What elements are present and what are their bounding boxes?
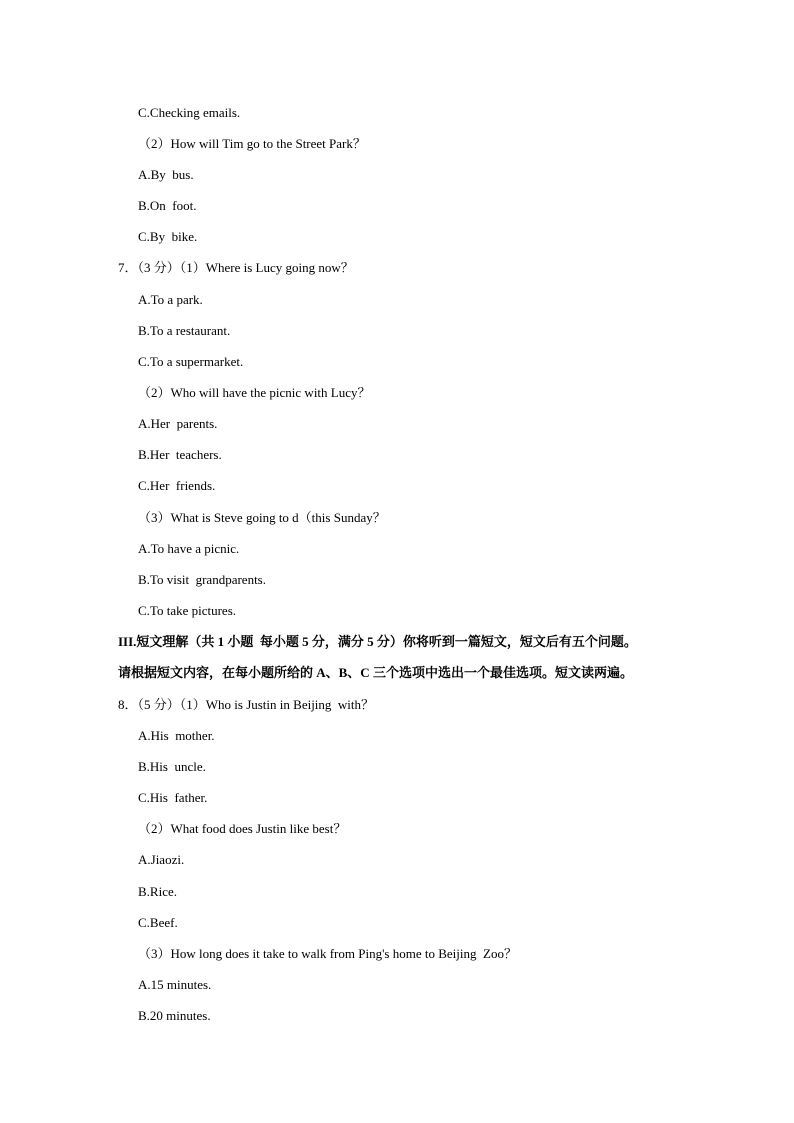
question-8-1: 8．（5 分）（1）Who is Justin in Beijing with？ [118, 697, 375, 712]
option-b-q8-2: B.Rice. [138, 884, 177, 899]
option-c-q7-1: C.To a supermarket. [138, 354, 244, 369]
option-c-q6-2: C.By bike. [138, 229, 198, 244]
option-a-q8-3: A.15 minutes. [138, 977, 212, 992]
option-c-q7-2: C.Her friends. [138, 478, 216, 493]
option-c-q8-2: C.Beef. [138, 915, 178, 930]
section-iii-instructions: 请根据短文内容，在每小题所给的 A、B、C 三个选项中选出一个最佳选项。短文读两遍。 [118, 665, 633, 680]
section-iii-heading: III.短文理解（共 1 小题 每小题 5 分，满分 5 分）你将听到一篇短文，短文后有五个问题。 [118, 634, 637, 649]
option-b-q7-2: B.Her teachers. [138, 447, 222, 462]
option-c-q7-3: C.To take pictures. [138, 603, 237, 618]
question-7-1: 7．（3 分）（1）Where is Lucy going now？ [118, 260, 354, 275]
option-a-q7-3: A.To have a picnic. [138, 541, 240, 556]
question-7-2: （2）Who will have the picnic with Lucy？ [138, 385, 371, 400]
question-8-2: （2）What food does Justin like best？ [138, 821, 347, 836]
option-b-q7-1: B.To a restaurant. [138, 323, 231, 338]
option-b-q8-1: B.His uncle. [138, 759, 206, 774]
option-b-q8-3: B.20 minutes. [138, 1008, 211, 1023]
option-b-q6-2: B.On foot. [138, 198, 197, 213]
option-a-q8-2: A.Jiaozi. [138, 852, 185, 867]
option-c-q8-1: C.His father. [138, 790, 208, 805]
option-a-q7-1: A.To a park. [138, 292, 203, 307]
question-7-3: （3）What is Steve going to d（this Sunday？ [138, 510, 386, 525]
option-b-q7-3: B.To visit grandparents. [138, 572, 266, 587]
question-6-2: （2）How will Tim go to the Street Park？ [138, 136, 366, 151]
option-c-q6-1: C.Checking emails. [138, 105, 241, 120]
question-8-3: （3）How long does it take to walk from Ping's home to Beijing Zoo？ [138, 946, 517, 961]
option-a-q6-2: A.By bus. [138, 167, 194, 182]
option-a-q8-1: A.His mother. [138, 728, 215, 743]
option-a-q7-2: A.Her parents. [138, 416, 218, 431]
